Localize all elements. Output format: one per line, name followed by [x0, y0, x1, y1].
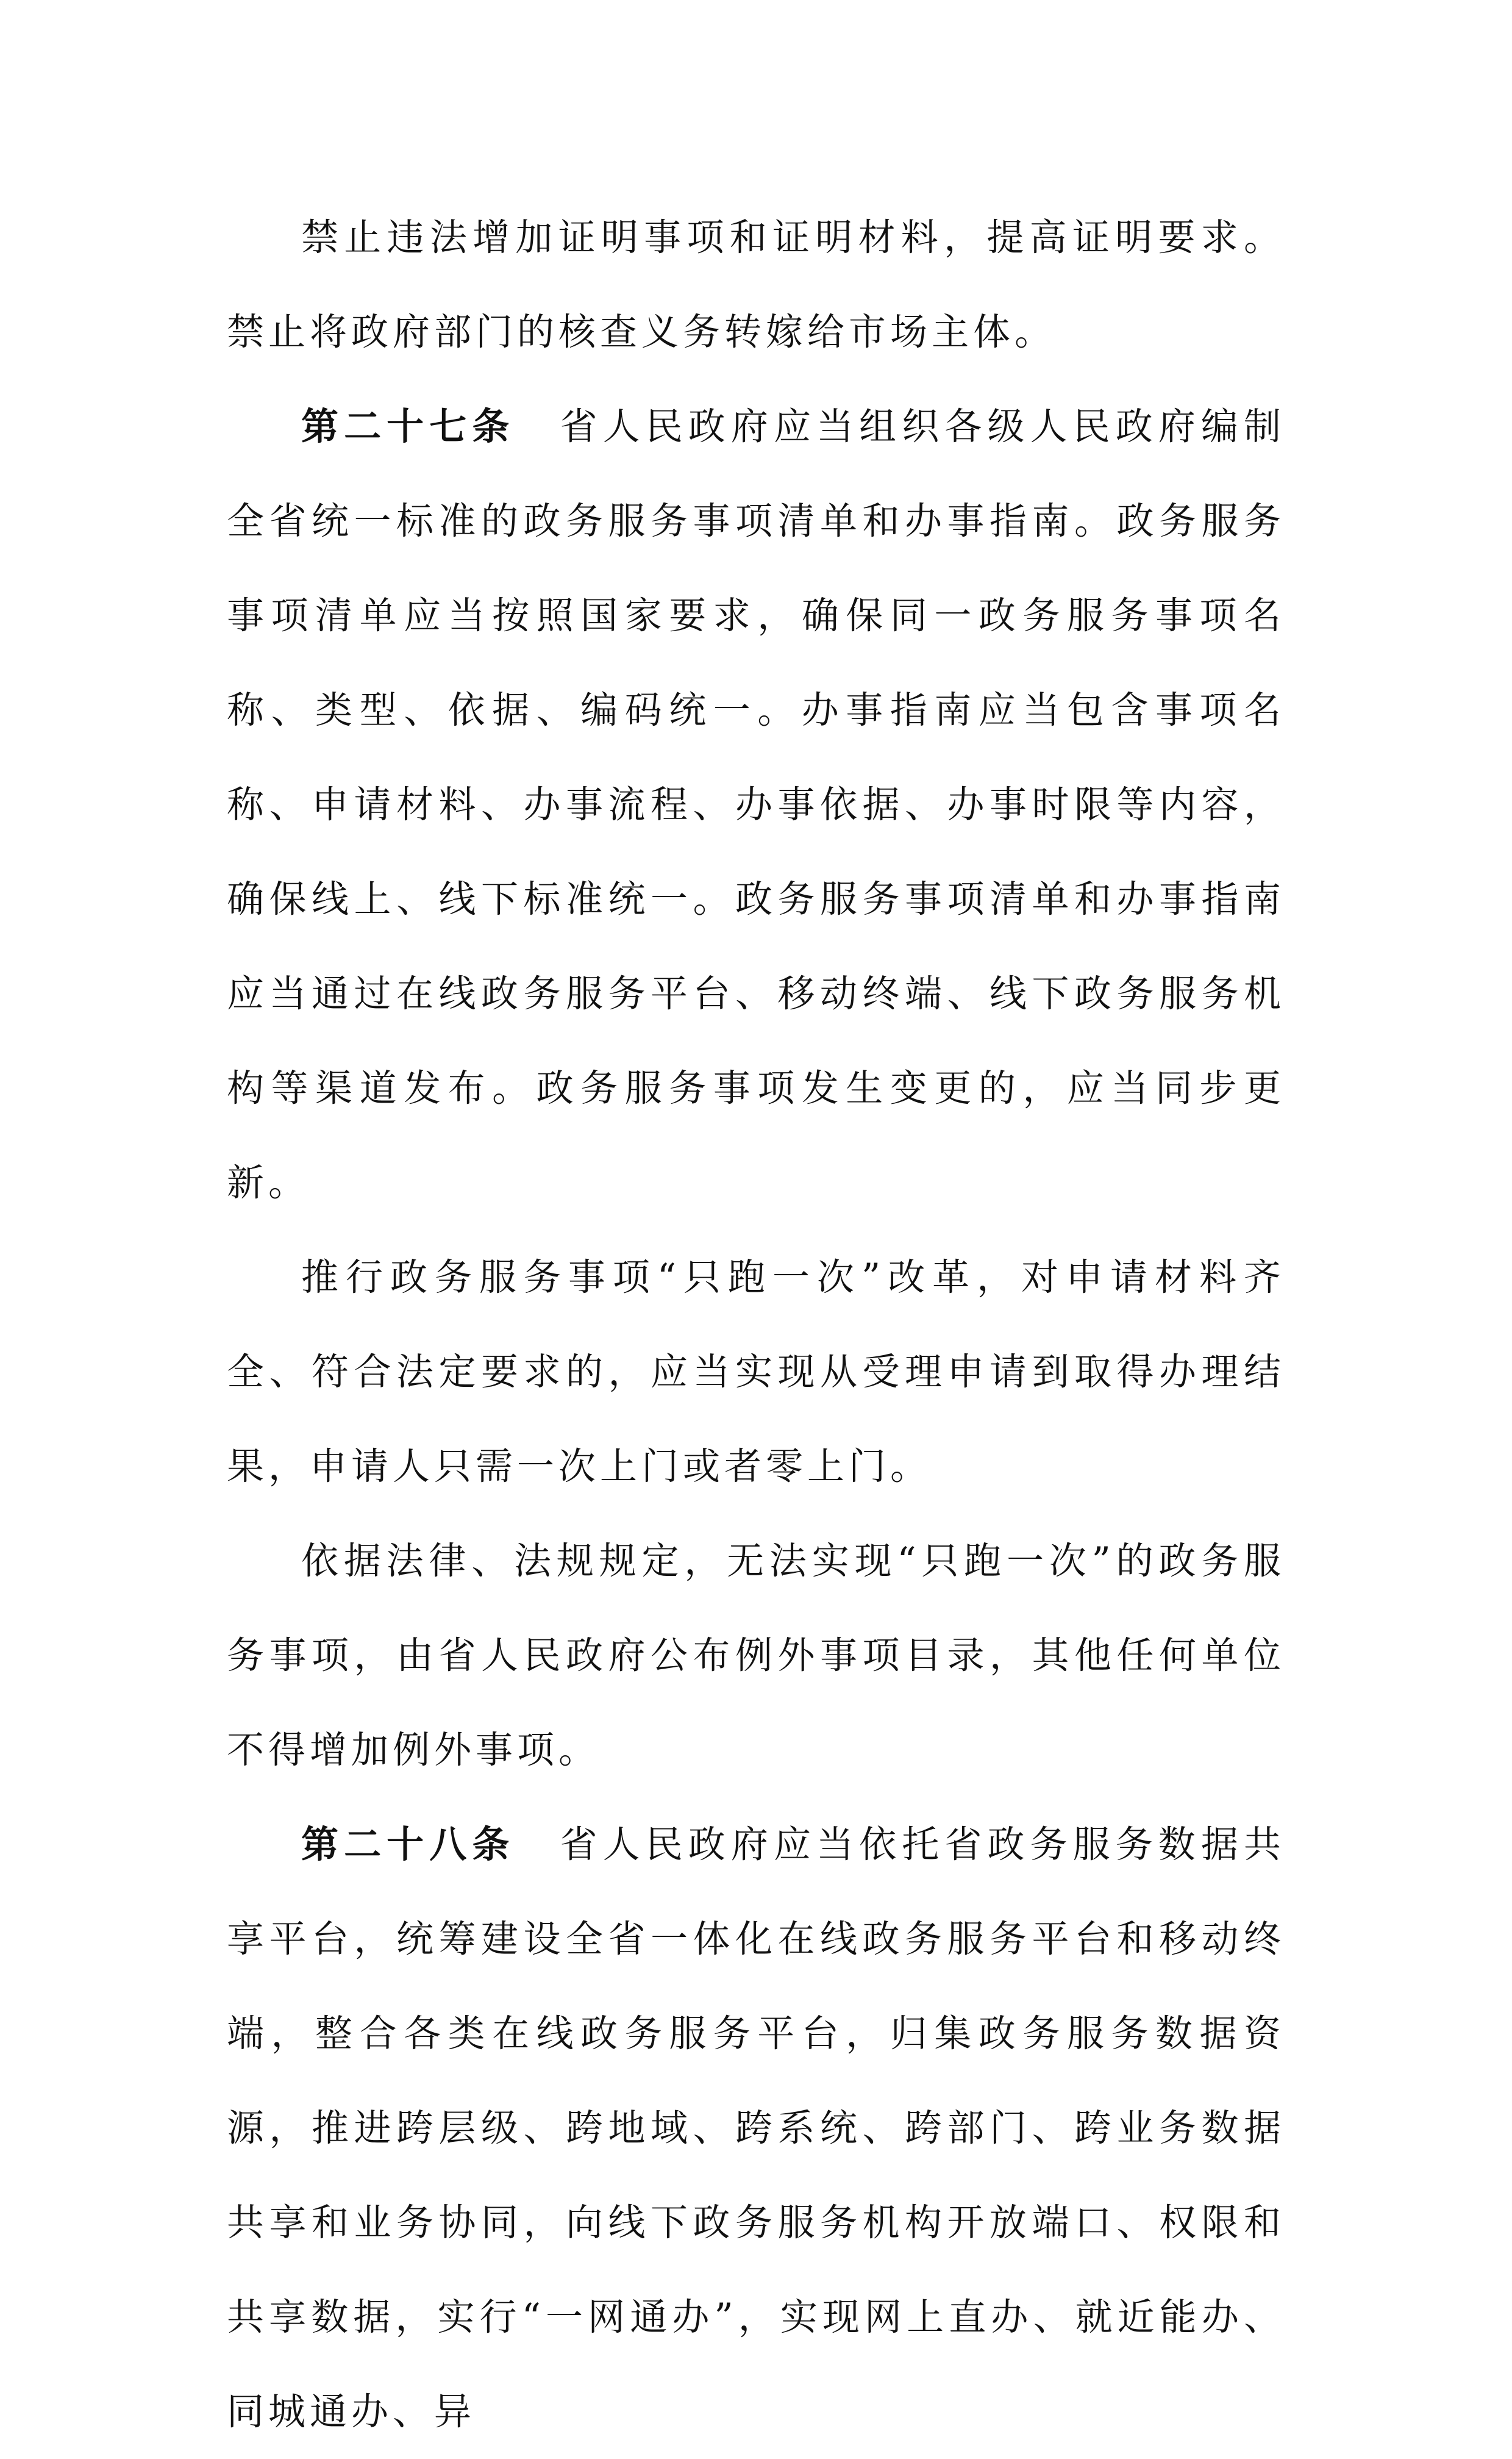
article-number: 第二十八条 [301, 1823, 515, 1866]
paragraph-4 [227, 1514, 1285, 1797]
paragraph-text: 省人民政府应当依托省政务服务数据共享平台，统筹建设全省一体化在线政务服务平台和移动终端，整合各类在线政务服务平台，归集政务服务数据资源，推进跨层级、跨地域、跨系统、跨部门、跨业务数据共享和业务协同，向线下政务服务机构开放端口、权限和共享数据，实行“一网通办”，实现网上直办、就近能办、同城通办、异 [227, 1823, 1285, 2433]
paragraph-text: 依据法律、法规规定，无法实现“只跑一次”的政务服务事项，由省人民政府公布例外事项目录，其他任何单位不得增加例外事项。 [227, 1539, 1285, 1772]
paragraph-3 [227, 1230, 1285, 1514]
paragraph-text: 推行政务服务事项“只跑一次”改革，对申请材料齐全、符合法定要求的，应当实现从受理申请到取得办理结果，申请人只需一次上门或者零上门。 [227, 1256, 1285, 1488]
paragraph-2-article-27 [227, 379, 1285, 1230]
paragraph-1 [227, 190, 1285, 379]
document-body [227, 190, 1285, 2459]
article-number: 第二十七条 [301, 405, 515, 448]
paragraph-text: 禁止违法增加证明事项和证明材料，提高证明要求。禁止将政府部门的核查义务转嫁给市场主体。 [227, 216, 1285, 354]
paragraph-text: 省人民政府应当组织各级人民政府编制全省统一标准的政务服务事项清单和办事指南。政务服务事项清单应当按照国家要求，确保同一政务服务事项名称、类型、依据、编码统一。办事指南应当包含事项名称、申请材料、办事流程、办事依据、办事时限等内容，确保线上、线下标准统一。政务服务事项清单和办事指南应当通过在线政务服务平台、移动终端、线下政务服务机构等渠道发布。政务服务事项发生变更的，应当同步更新。 [227, 405, 1285, 1204]
paragraph-5-article-28 [227, 1797, 1285, 2459]
